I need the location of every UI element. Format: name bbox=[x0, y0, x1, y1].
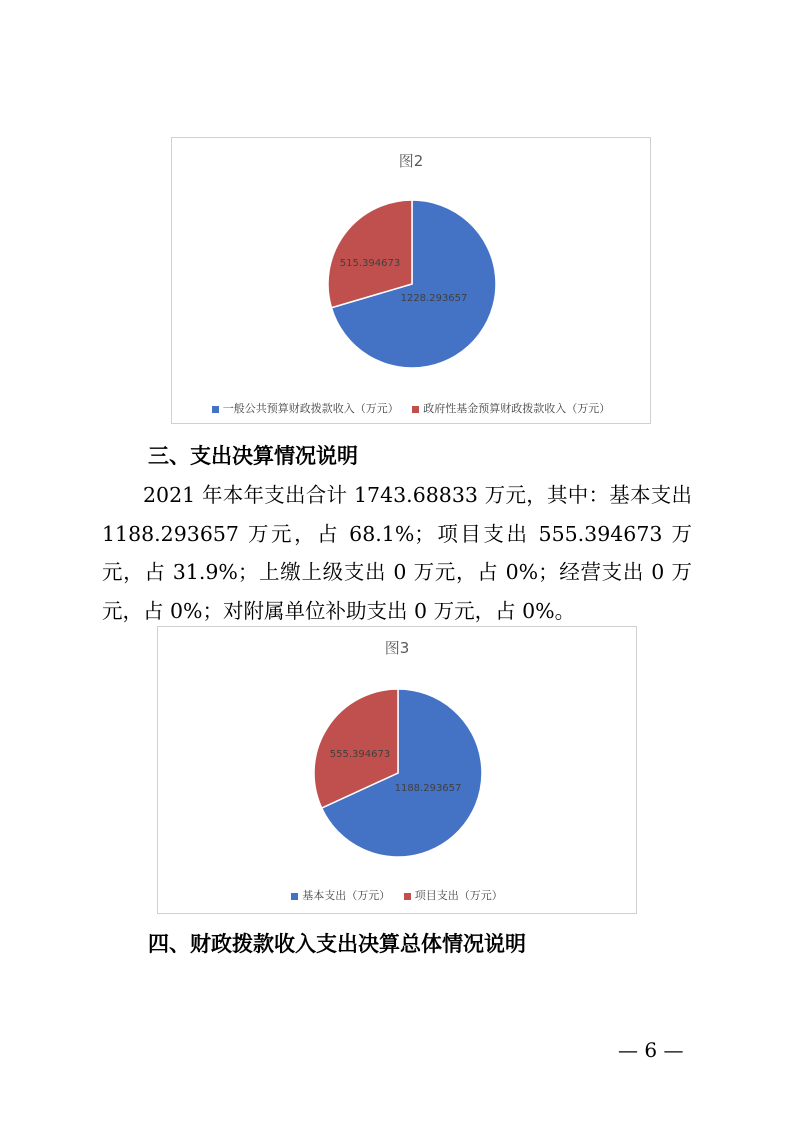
legend-label: 基本支出（万元） bbox=[302, 889, 391, 902]
legend-item bbox=[291, 887, 390, 903]
paragraph-text: 2021 年本年支出合计 1743.68833 万元，其中：基本支出 1188.293657 万元，占 68.1%；项目支出 555.394673 万元，占 31.9%；上缴上级支出 0 万元，占 0%；经营支出 0 万元，占 0%；对附属单位补助支出 0 万元，占 0%。 bbox=[102, 483, 692, 623]
body-paragraph bbox=[102, 476, 692, 630]
legend-swatch bbox=[404, 893, 411, 900]
data-label: 555.394673 bbox=[329, 749, 391, 760]
chart-title: 图3 bbox=[384, 639, 410, 657]
data-label: 1228.293657 bbox=[400, 293, 468, 304]
legend-item bbox=[404, 887, 503, 903]
legend-label: 一般公共预算财政拨款收入（万元） bbox=[222, 402, 399, 415]
legend-item bbox=[412, 400, 610, 416]
legend-item bbox=[212, 400, 399, 416]
pie-chart bbox=[158, 627, 638, 915]
data-label: 1188.293657 bbox=[394, 783, 462, 794]
legend-swatch bbox=[291, 893, 298, 900]
chart-legend bbox=[158, 887, 636, 903]
legend-label: 项目支出（万元） bbox=[414, 889, 503, 902]
legend-swatch bbox=[212, 406, 219, 413]
page-number: — 6 — bbox=[618, 1038, 684, 1062]
data-label: 515.394673 bbox=[339, 258, 401, 269]
legend-swatch bbox=[412, 406, 419, 413]
chart-legend bbox=[172, 400, 650, 416]
pie-chart bbox=[172, 138, 652, 425]
section-heading: 四、财政拨款收入支出决算总体情况说明 bbox=[148, 932, 526, 956]
legend-label: 政府性基金预算财政拨款收入（万元） bbox=[423, 402, 611, 415]
chart-figure-3 bbox=[157, 626, 637, 914]
chart-title: 图2 bbox=[398, 152, 424, 170]
chart-figure-2 bbox=[171, 137, 651, 424]
section-heading: 三、支出决算情况说明 bbox=[148, 444, 358, 468]
